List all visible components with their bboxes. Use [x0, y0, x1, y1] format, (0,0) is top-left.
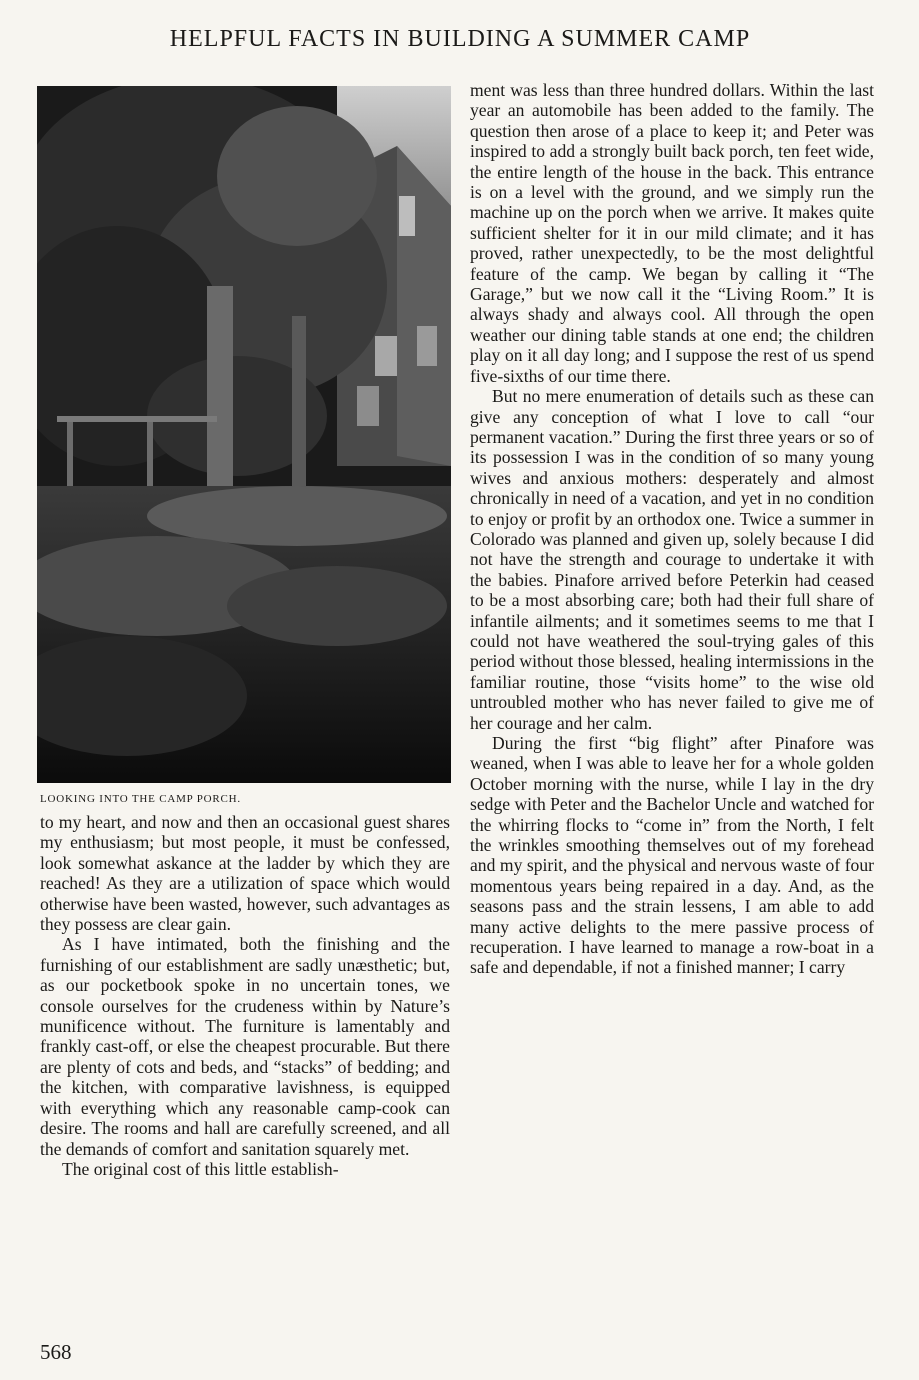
camp-porch-photo [37, 86, 451, 783]
paragraph: But no mere enumeration of details such as these can give any conception of what I love to call “our permanent vacation.” During the first three years or so of its possession I was in the condition of so many young wives and anxious mothers: desperately and almost chronically in need of a vacation, and yet in no condition to enjoy or profit by an orthodox one. Twice a summer in Colorado was planned and given up, solely because I did not have the strength and courage to undertake it with the babies. Pinafore arrived before Peterkin had ceased to be a most absorbing care; both had their full share of infantile ailments; and it sometimes seems to me that I could not have weathered the soul-trying gales of this period without those blessed, healing intermissions in the familiar routine, those “visits home” to the wise old untroubled mother who has never failed to give me of her courage and her calm. [470, 386, 874, 733]
left-text-column [40, 812, 450, 1179]
paragraph: The original cost of this little establish- [62, 1158, 339, 1179]
photo-caption: LOOKING INTO THE CAMP PORCH. [40, 793, 241, 805]
right-text-column [470, 80, 874, 978]
page-number: 568 [40, 1340, 72, 1364]
page-title: HELPFUL FACTS IN BUILDING A SUMMER CAMP [169, 26, 751, 52]
paragraph: to my heart, and now and then an occasional guest shares my enthusiasm; but most people, it must be confessed, look somewhat askance at the ladder by which they are reached! As they are a utilization of space which would otherwise have been wasted, however, such advantages as they possess are clear gain. [40, 812, 450, 935]
paragraph: ment was less than three hundred dollars. Within the last year an automobile has been added to the family. The question then arose of a place to keep it; and Peter was inspired to add a strongly built back porch, ten feet wide, the entire length of the house in the back. This entrance is on a level with the ground, and we simply run the machine up on the porch when we arrive. It makes quite sufficient shelter for it in our mild climate; and it has proved, rather unexpectedly, to be the most delightful feature of the camp. We began by calling it “The Garage,” but we now call it the “Living Room.” It is always shady and always cool. All through the open weather our dining table stands at one end; the children play on it all day long; and I suppose the rest of us spend five-sixths of our time there. [470, 80, 874, 386]
paragraph: As I have intimated, both the finishing and the furnishing of our establishment are sadly unæsthetic; but, as our pocketbook spoke in no uncertain tones, we console ourselves for the crudeness within by Nature’s munificence without. The furniture is lamentably and frankly cast-off, or else the cheapest procurable. But there are plenty of cots and beds, and “stacks” of bedding; and the kitchen, with comparative lavishness, is equipped with everything which any reasonable camp-cook can desire. The rooms and hall are carefully screened, and all the demands of comfort and sanitation squarely met. [40, 934, 450, 1159]
paragraph: During the first “big flight” after Pinafore was weaned, when I was able to leave her for a whole golden October morning with the nurse, while I lay in the dry sedge with Peter and the Bachelor Uncle and watched for the whirring flocks to “come in” from the North, I felt the wrinkles smoothing themselves out of my forehead and my spirit, and the physical and nervous waste of four momentous years being repaired in a day. And, as the seasons pass and the strain lessens, I am able to add many active delights to the mere passive process of recuperation. I have learned to manage a row-boat in a safe and dependable, if not a finished manner; I carry [470, 733, 875, 978]
